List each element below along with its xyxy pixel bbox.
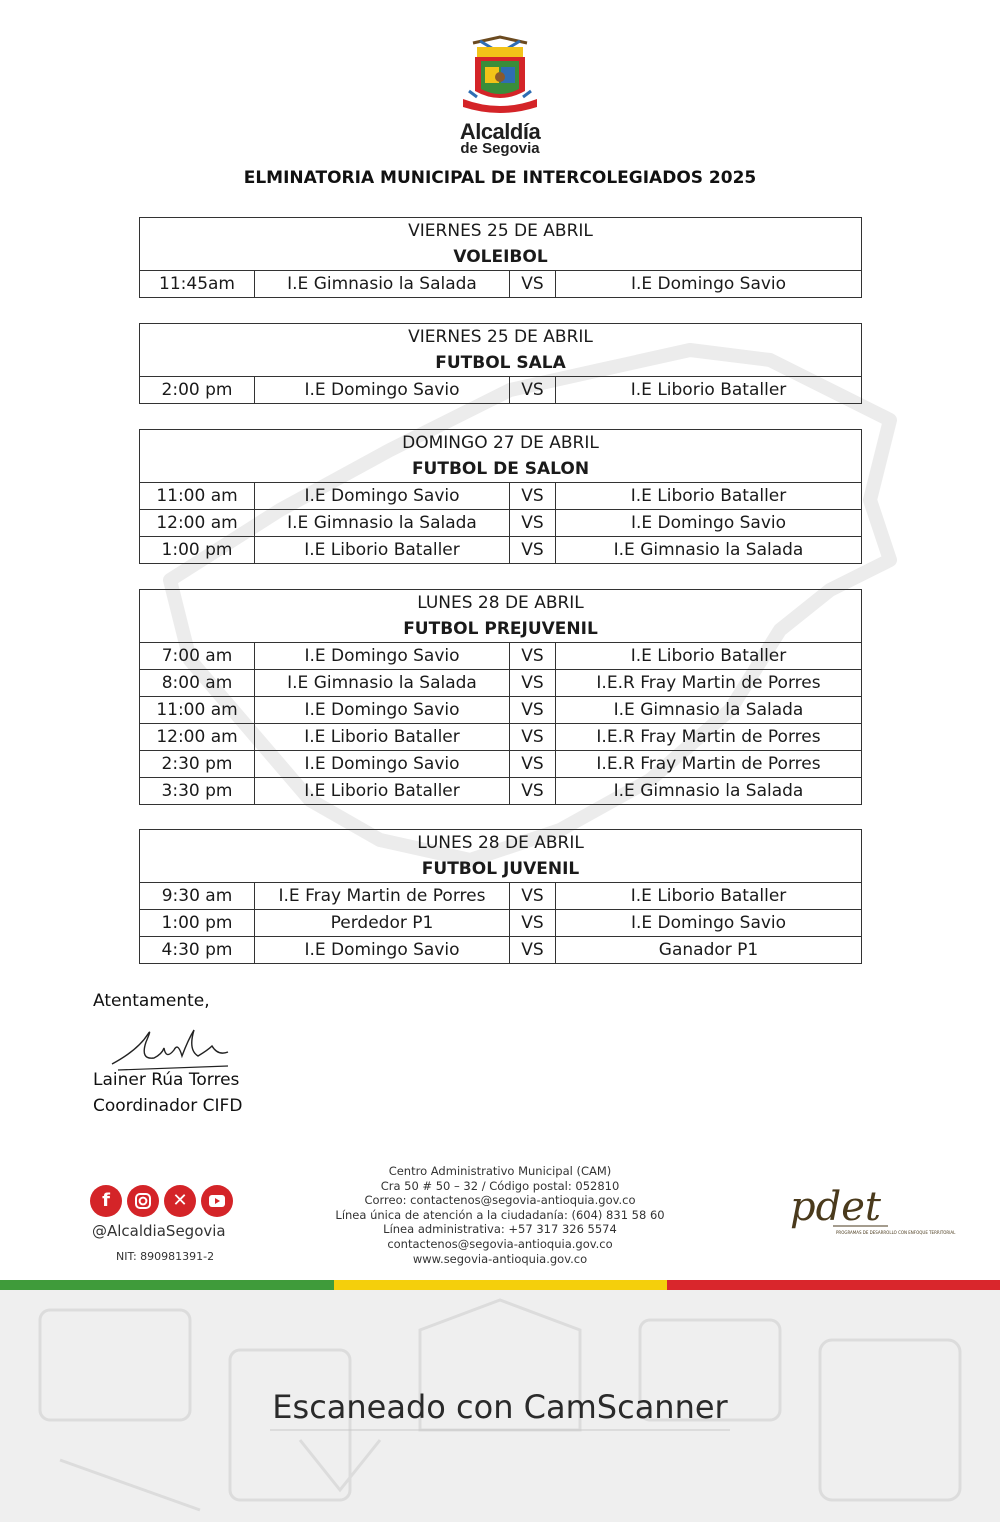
instagram-icon[interactable] [127, 1185, 159, 1217]
flag-stripe-green [0, 1280, 334, 1290]
match-vs: VS [510, 643, 556, 670]
match-time: 4:30 pm [140, 937, 255, 964]
match-team-a: Perdedor P1 [255, 910, 510, 937]
match-time: 11:00 am [140, 483, 255, 510]
match-team-b: I.E Liborio Bataller [556, 883, 862, 910]
match-time: 11:00 am [140, 697, 255, 724]
contact-line: Línea única de atención a la ciudadanía: (604) 831 58 60 [335, 1207, 665, 1222]
match-row [140, 537, 862, 564]
match-row [140, 483, 862, 510]
match-vs: VS [510, 910, 556, 937]
schedule-table-futbol-prejuvenil [139, 589, 862, 805]
match-vs: VS [510, 697, 556, 724]
match-row [140, 510, 862, 537]
match-row [140, 643, 862, 670]
match-team-a: I.E Domingo Savio [255, 751, 510, 778]
match-row [140, 377, 862, 404]
match-time: 12:00 am [140, 510, 255, 537]
match-row [140, 910, 862, 937]
schedule-day: DOMINGO 27 DE ABRIL [402, 433, 599, 453]
flag-stripe-red [667, 1280, 1000, 1290]
match-vs: VS [510, 510, 556, 537]
match-time: 9:30 am [140, 883, 255, 910]
schedule-header [140, 430, 862, 483]
match-team-a: I.E Liborio Bataller [255, 537, 510, 564]
municipal-crest-logo [455, 33, 545, 117]
match-vs: VS [510, 271, 556, 298]
match-row [140, 937, 862, 964]
match-team-a: I.E Fray Martin de Porres [255, 883, 510, 910]
match-team-a: I.E Gimnasio la Salada [255, 510, 510, 537]
contact-line: Línea administrativa: +57 317 326 5574 [383, 1222, 617, 1237]
match-vs: VS [510, 883, 556, 910]
match-team-a: I.E Liborio Bataller [255, 724, 510, 751]
match-row [140, 724, 862, 751]
match-time: 1:00 pm [140, 910, 255, 937]
match-team-a: I.E Domingo Savio [255, 937, 510, 964]
match-row [140, 271, 862, 298]
match-team-b: I.E Domingo Savio [556, 271, 862, 298]
match-row [140, 670, 862, 697]
contact-line: Centro Administrativo Municipal (CAM) [388, 1164, 612, 1178]
schedule-header [140, 830, 862, 883]
match-team-a: I.E Domingo Savio [255, 377, 510, 404]
social-handle: @AlcaldiaSegovia [92, 1222, 226, 1240]
match-time: 8:00 am [140, 670, 255, 697]
match-team-a: I.E Gimnasio la Salada [255, 670, 510, 697]
document-title: ELMINATORIA MUNICIPAL DE INTERCOLEGIADOS 2025 [243, 168, 757, 188]
schedule-sport: FUTBOL PREJUVENIL [403, 619, 598, 639]
x-icon[interactable]: ✕ [164, 1185, 196, 1217]
match-team-a: I.E Domingo Savio [255, 697, 510, 724]
org-name: Alcaldía [459, 119, 541, 144]
match-team-b: Ganador P1 [556, 937, 862, 964]
match-row [140, 697, 862, 724]
signer-name: Lainer Rúa Torres [93, 1070, 240, 1090]
schedule-sport: FUTBOL JUVENIL [421, 859, 580, 879]
schedule-sport: VOLEIBOL [453, 247, 548, 267]
match-team-b: I.E Gimnasio la Salada [556, 697, 862, 724]
schedule-table-voleibol [139, 217, 862, 298]
match-vs: VS [510, 483, 556, 510]
camscanner-label: Escaneado con CamScanner [272, 1388, 728, 1426]
schedule-table-futbol-juvenil [139, 829, 862, 964]
social-icons [90, 1185, 240, 1219]
match-team-a: I.E Liborio Bataller [255, 778, 510, 805]
schedule-sport: FUTBOL SALA [435, 353, 566, 373]
schedule-table-futbol-sala [139, 323, 862, 404]
facebook-icon[interactable]: f [90, 1185, 122, 1217]
contact-line: Cra 50 # 50 – 32 / Código postal: 052810 [380, 1178, 620, 1193]
match-row [140, 751, 862, 778]
match-team-b: I.E.R Fray Martin de Porres [556, 751, 862, 778]
match-time: 3:30 pm [140, 778, 255, 805]
contact-block [300, 1164, 700, 1266]
youtube-icon[interactable] [201, 1185, 233, 1217]
schedule-sport: FUTBOL DE SALON [411, 459, 590, 479]
match-time: 2:00 pm [140, 377, 255, 404]
schedule-day: LUNES 28 DE ABRIL [417, 833, 584, 853]
schedule-header [140, 590, 862, 643]
match-team-b: I.E Gimnasio la Salada [556, 778, 862, 805]
contact-line: Correo: contactenos@segovia-antioquia.gov.co [364, 1193, 636, 1208]
match-vs: VS [510, 537, 556, 564]
match-team-b: I.E.R Fray Martin de Porres [556, 724, 862, 751]
flag-stripe-yellow [334, 1280, 667, 1290]
schedule-day: LUNES 28 DE ABRIL [417, 593, 584, 613]
schedule-table-futbol-de-salon [139, 429, 862, 564]
match-vs: VS [510, 937, 556, 964]
nit-number: NIT: 890981391-2 [116, 1250, 215, 1263]
match-time: 7:00 am [140, 643, 255, 670]
match-team-b: I.E Liborio Bataller [556, 483, 862, 510]
match-team-b: I.E Domingo Savio [556, 510, 862, 537]
match-vs: VS [510, 751, 556, 778]
match-time: 11:45am [140, 271, 255, 298]
closing-greeting: Atentamente, [93, 991, 210, 1011]
match-team-b: I.E Domingo Savio [556, 910, 862, 937]
match-vs: VS [510, 778, 556, 805]
match-team-a: I.E Domingo Savio [255, 483, 510, 510]
match-team-b: I.E Gimnasio la Salada [556, 537, 862, 564]
schedule-header [140, 324, 862, 377]
signer-role: Coordinador CIFD [93, 1096, 243, 1116]
match-row [140, 883, 862, 910]
match-vs: VS [510, 724, 556, 751]
schedule-day: VIERNES 25 DE ABRIL [408, 221, 593, 241]
match-time: 12:00 am [140, 724, 255, 751]
match-vs: VS [510, 377, 556, 404]
contact-line: www.segovia-antioquia.gov.co [412, 1251, 588, 1266]
match-time: 2:30 pm [140, 751, 255, 778]
svg-text:PROGRAMAS DE DESARROLLO CON EN: PROGRAMAS DE DESARROLLO CON ENFOQUE TERRITORIAL [836, 1230, 956, 1235]
org-subname: de Segovia [460, 140, 540, 157]
match-team-a: I.E Gimnasio la Salada [255, 271, 510, 298]
match-team-b: I.E Liborio Bataller [556, 377, 862, 404]
schedule-header [140, 218, 862, 271]
match-team-b: I.E.R Fray Martin de Porres [556, 670, 862, 697]
svg-text:pdet: pdet [790, 1184, 881, 1230]
match-team-a: I.E Domingo Savio [255, 643, 510, 670]
schedule-day: VIERNES 25 DE ABRIL [408, 327, 593, 347]
match-vs: VS [510, 670, 556, 697]
match-row [140, 778, 862, 805]
match-team-b: I.E Liborio Bataller [556, 643, 862, 670]
match-time: 1:00 pm [140, 537, 255, 564]
contact-line: contactenos@segovia-antioquia.gov.co [387, 1236, 613, 1251]
pdet-logo [788, 1174, 956, 1246]
